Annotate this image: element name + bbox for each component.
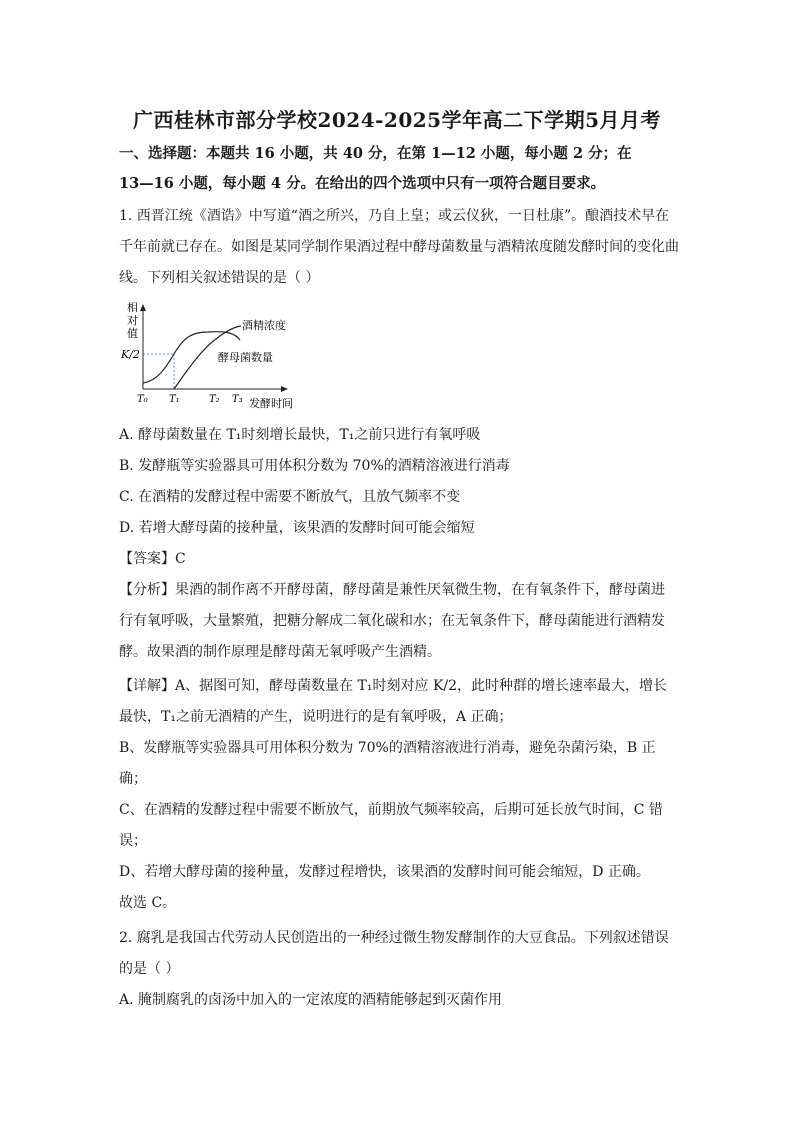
q1-stem-line-1: 1. 西晋江统《酒诰》中写道“酒之所兴，乃自上皇；或云仪狄，一日杜康”。酿酒技术早在 — [119, 208, 670, 224]
q2-stem-line-1: 2. 腐乳是我国古代劳动人民创造出的一种经过微生物发酵制作的大豆食品。下列叙述错误 — [119, 930, 669, 946]
alcohol-curve-label: 酒精浓度 — [242, 319, 286, 332]
q1-option-b: B. 发酵瓶等实验器具可用体积分数为 70%的酒精溶液进行消毒 — [119, 458, 510, 474]
k-half-label: K/2 — [121, 348, 140, 361]
y-axis-label-char-1: 相 — [127, 301, 138, 314]
q1-detail-line-6: 误； — [119, 833, 147, 849]
q1-detail-line-7: D、若增大酵母菌的接种量，发酵过程增快，该果酒的发酵时间可能会缩短，D 正确。 — [119, 864, 650, 880]
q1-option-d: D. 若增大酵母菌的接种量，该果酒的发酵时间可能会缩短 — [119, 520, 475, 536]
q1-figure-chart — [116, 299, 306, 411]
q1-option-a: A. 酵母菌数量在 T₁时刻增长最快，T₁之前只进行有氧呼吸 — [119, 427, 481, 443]
yeast-curve-label: 酵母菌数量 — [218, 351, 273, 364]
q1-detail-line-4: 确； — [119, 771, 147, 787]
q2-stem-line-2: 的是（ ） — [119, 961, 180, 977]
x-tick-t3: T₃ — [232, 394, 243, 405]
q1-option-c: C. 在酒精的发酵过程中需要不断放气，且放气频率不变 — [119, 489, 461, 505]
x-tick-t2: T₂ — [209, 394, 220, 405]
section-heading-line-2: 13—16 小题，每小题 4 分。在给出的四个选项中只有一项符合题目要求。 — [119, 175, 606, 192]
q1-stem-line-2: 千年前就已存在。如图是某同学制作果酒过程中酵母菌数量与酒精浓度随发酵时间的变化曲 — [119, 239, 679, 255]
y-axis-label-char-3: 值 — [127, 327, 138, 340]
x-axis-arrow — [281, 386, 288, 392]
section-heading-line-1: 一、选择题：本题共 16 小题，共 40 分，在第 1—12 小题，每小题 2 分；在 — [119, 145, 632, 162]
q1-detail-line-5: C、在酒精的发酵过程中需要不断放气，前期放气频率较高，后期可延长放气时间，C 错 — [119, 802, 663, 818]
x-tick-t1: T₁ — [169, 394, 180, 405]
q1-detail-line-8: 故选 C。 — [119, 895, 177, 911]
q1-answer: 【答案】C — [119, 551, 186, 567]
q1-detail-line-1: 【详解】A、据图可知，酵母菌数量在 T₁时刻对应 K/2，此时种群的增长速率最大，增长 — [119, 678, 668, 694]
q1-analysis-line-1: 【分析】果酒的制作离不开酵母菌，酵母菌是兼性厌氧微生物，在有氧条件下，酵母菌进 — [119, 582, 665, 598]
q1-analysis-line-2: 行有氧呼吸，大量繁殖，把糖分解成二氧化碳和水；在无氧条件下，酵母菌能进行酒精发 — [119, 613, 665, 629]
q1-detail-line-2: 最快，T₁之前无酒精的产生，说明进行的是有氧呼吸，A 正确； — [119, 709, 513, 725]
y-axis-arrow — [140, 304, 146, 311]
x-axis-label: 发酵时间 — [249, 397, 293, 410]
q2-option-a: A. 腌制腐乳的卤汤中加入的一定浓度的酒精能够起到灭菌作用 — [119, 992, 503, 1008]
q1-analysis-line-3: 酵。故果酒的制作原理是酵母菌无氧呼吸产生酒精。 — [119, 644, 441, 660]
x-tick-t0: T₀ — [137, 394, 148, 405]
q1-figure — [116, 299, 306, 411]
q1-detail-line-3: B、发酵瓶等实验器具可用体积分数为 70%的酒精溶液进行消毒，避免杂菌污染，B 正 — [119, 740, 656, 756]
page-title: 广西桂林市部分学校2024-2025学年高二下学期5月月考 — [132, 108, 662, 132]
y-axis-label-char-2: 对 — [127, 314, 138, 327]
q1-stem-line-3: 线。下列相关叙述错误的是（ ） — [119, 270, 320, 286]
